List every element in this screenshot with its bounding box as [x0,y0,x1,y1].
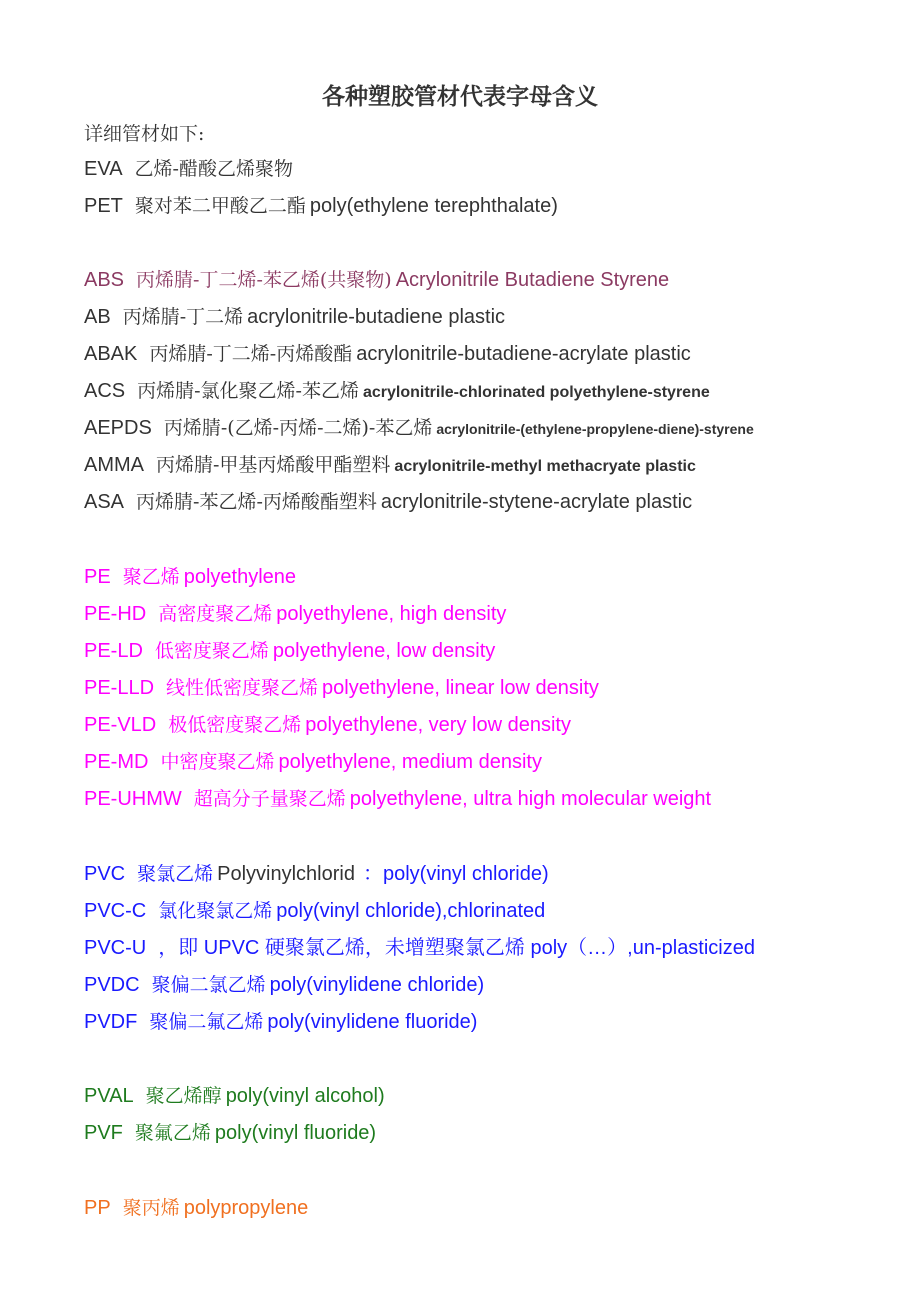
entry-pvdc [84,971,484,999]
entry-code: PE-LLD [84,677,155,699]
entry-english-name: acrylonitrile-chlorinated polyethylene-styrene [362,384,710,401]
entry-amma [84,451,696,481]
entry-chinese-name: 聚乙烯 [122,566,180,588]
entry-code: ABS [84,269,125,291]
entry-code: PE-LD [84,640,143,662]
entry-code: ABAK [84,343,138,365]
entry-code: PVDF [84,1011,138,1033]
entry-pe-hd [84,600,506,628]
entry-code: PVC-U [84,937,147,959]
entry-chinese-name: 氯化聚氯乙烯 [158,900,273,922]
entry-chinese-name: 聚偏二氯乙烯 [151,974,266,996]
entry-pet [84,192,558,220]
entry-description: ，即 UPVC 硬聚氯乙烯，未增塑聚氯乙烯 poly（…）,un-plasticized [158,937,756,959]
entry-abak [84,340,691,368]
entry-pvc-c [84,897,545,925]
entry-english-name: polyethylene, high density [276,603,507,625]
entry-code: PET [84,195,123,217]
entry-pvc [84,860,549,888]
entry-chinese-name: 低密度聚乙烯 [154,640,269,662]
entry-english-name: acrylonitrile-(ethylene-propylene-diene)-styrene [436,421,754,437]
entry-chinese-name: 聚偏二氟乙烯 [149,1011,264,1033]
entry-code: PE-HD [84,603,147,625]
entry-alt-name: Polyvinylchlorid [217,863,355,885]
entry-english-name: acrylonitrile-butadiene-acrylate plastic [356,343,691,365]
entry-ab [84,303,505,331]
entry-chinese-name: 高密度聚乙烯 [158,603,273,625]
entry-english-name: polypropylene [183,1197,309,1219]
entry-pe [84,563,296,591]
entry-chinese-name: 中密度聚乙烯 [160,751,275,773]
entry-english-name: Acrylonitrile Butadiene Styrene [395,269,670,291]
entry-english-name: poly(vinyl alcohol) [225,1085,385,1107]
entry-english-name: poly(vinyl chloride),chlorinated [276,900,546,922]
entry-pe-md [84,748,542,776]
entry-chinese-name: 聚氯乙烯 [137,863,214,885]
document-title: 各种塑胶管材代表字母含义 [322,84,598,110]
entry-english-name: poly(vinylidene chloride) [269,974,485,996]
entry-chinese-name: 聚丙烯 [122,1197,180,1219]
entry-code: PE-UHMW [84,788,182,810]
entry-code: AMMA [84,454,144,476]
entry-chinese-name: 线性低密度聚乙烯 [166,677,319,699]
entry-english-name: polyethylene, low density [272,640,496,662]
entry-english-name: poly(ethylene terephthalate) [309,195,558,217]
entry-chinese-name: 聚对苯二甲酸乙二酯 [134,195,306,217]
intro-text: 详细管材如下: [84,123,205,145]
entry-english-name: polyethylene, very low density [305,714,571,736]
entry-code: AB [84,306,111,328]
entry-chinese-name: 丙烯腈-(乙烯-丙烯-二烯)-苯乙烯 [163,417,433,439]
entry-chinese-name: 丙烯腈-氯化聚乙烯-苯乙烯 [137,380,359,402]
entry-pe-vld [84,711,571,739]
entry-pp [84,1194,308,1222]
entry-abs [84,266,669,294]
entry-pvf [84,1119,376,1147]
entry-pe-ld [84,637,495,665]
entry-chinese-name: 乙烯-醋酸乙烯聚物 [134,158,293,180]
entry-code: AEPDS [84,417,152,439]
entry-code: PVC-C [84,900,147,922]
entry-pe-lld [84,674,599,702]
entry-english-name: acrylonitrile-stytene-acrylate plastic [380,491,693,513]
entry-english-name: ：poly(vinyl chloride) [362,863,549,885]
entry-english-name: polyethylene, ultra high molecular weight [349,788,712,810]
entry-english-name: polyethylene [183,566,297,588]
entry-code: PE-VLD [84,714,157,736]
entry-english-name: polyethylene, linear low density [322,677,599,699]
entry-english-name: poly(vinylidene fluoride) [267,1011,478,1033]
entry-code: PE-MD [84,751,149,773]
entry-code: PVC [84,863,126,885]
entry-chinese-name: 聚乙烯醇 [145,1085,222,1107]
entry-code: PVAL [84,1085,134,1107]
entry-chinese-name: 丙烯腈-丁二烯-苯乙烯(共聚物) [136,269,392,291]
entry-pe-uhmw [84,785,711,813]
entry-chinese-name: 丙烯腈-甲基丙烯酸甲酯塑料 [156,454,391,476]
entry-acs [84,377,710,407]
entry-code: ASA [84,491,125,513]
entry-asa [84,488,692,516]
entry-code: ACS [84,380,126,402]
entry-chinese-name: 聚氟乙烯 [134,1122,211,1144]
entry-eva [84,155,297,183]
entry-code: PE [84,566,111,588]
entry-chinese-name: 丙烯腈-丁二烯-丙烯酸酯 [149,343,353,365]
entry-code: PVF [84,1122,123,1144]
entry-pvdf [84,1008,477,1036]
entry-english-name: acrylonitrile-butadiene plastic [247,306,506,328]
entry-pval [84,1082,385,1110]
entry-code: EVA [84,158,123,180]
entry-pvc-u [84,934,755,962]
entry-code: PVDC [84,974,140,996]
entry-english-name: acrylonitrile-methyl methacryate plastic [394,458,696,475]
entry-english-name: poly(vinyl fluoride) [214,1122,377,1144]
entry-chinese-name: 超高分子量聚乙烯 [193,788,346,810]
entry-code: PP [84,1197,111,1219]
entry-aepds [84,414,754,443]
entry-chinese-name: 丙烯腈-丁二烯 [122,306,244,328]
entry-chinese-name: 极低密度聚乙烯 [168,714,302,736]
entry-chinese-name: 丙烯腈-苯乙烯-丙烯酸酯塑料 [136,491,377,513]
intro-line [84,120,208,148]
entry-english-name: polyethylene, medium density [278,751,542,773]
